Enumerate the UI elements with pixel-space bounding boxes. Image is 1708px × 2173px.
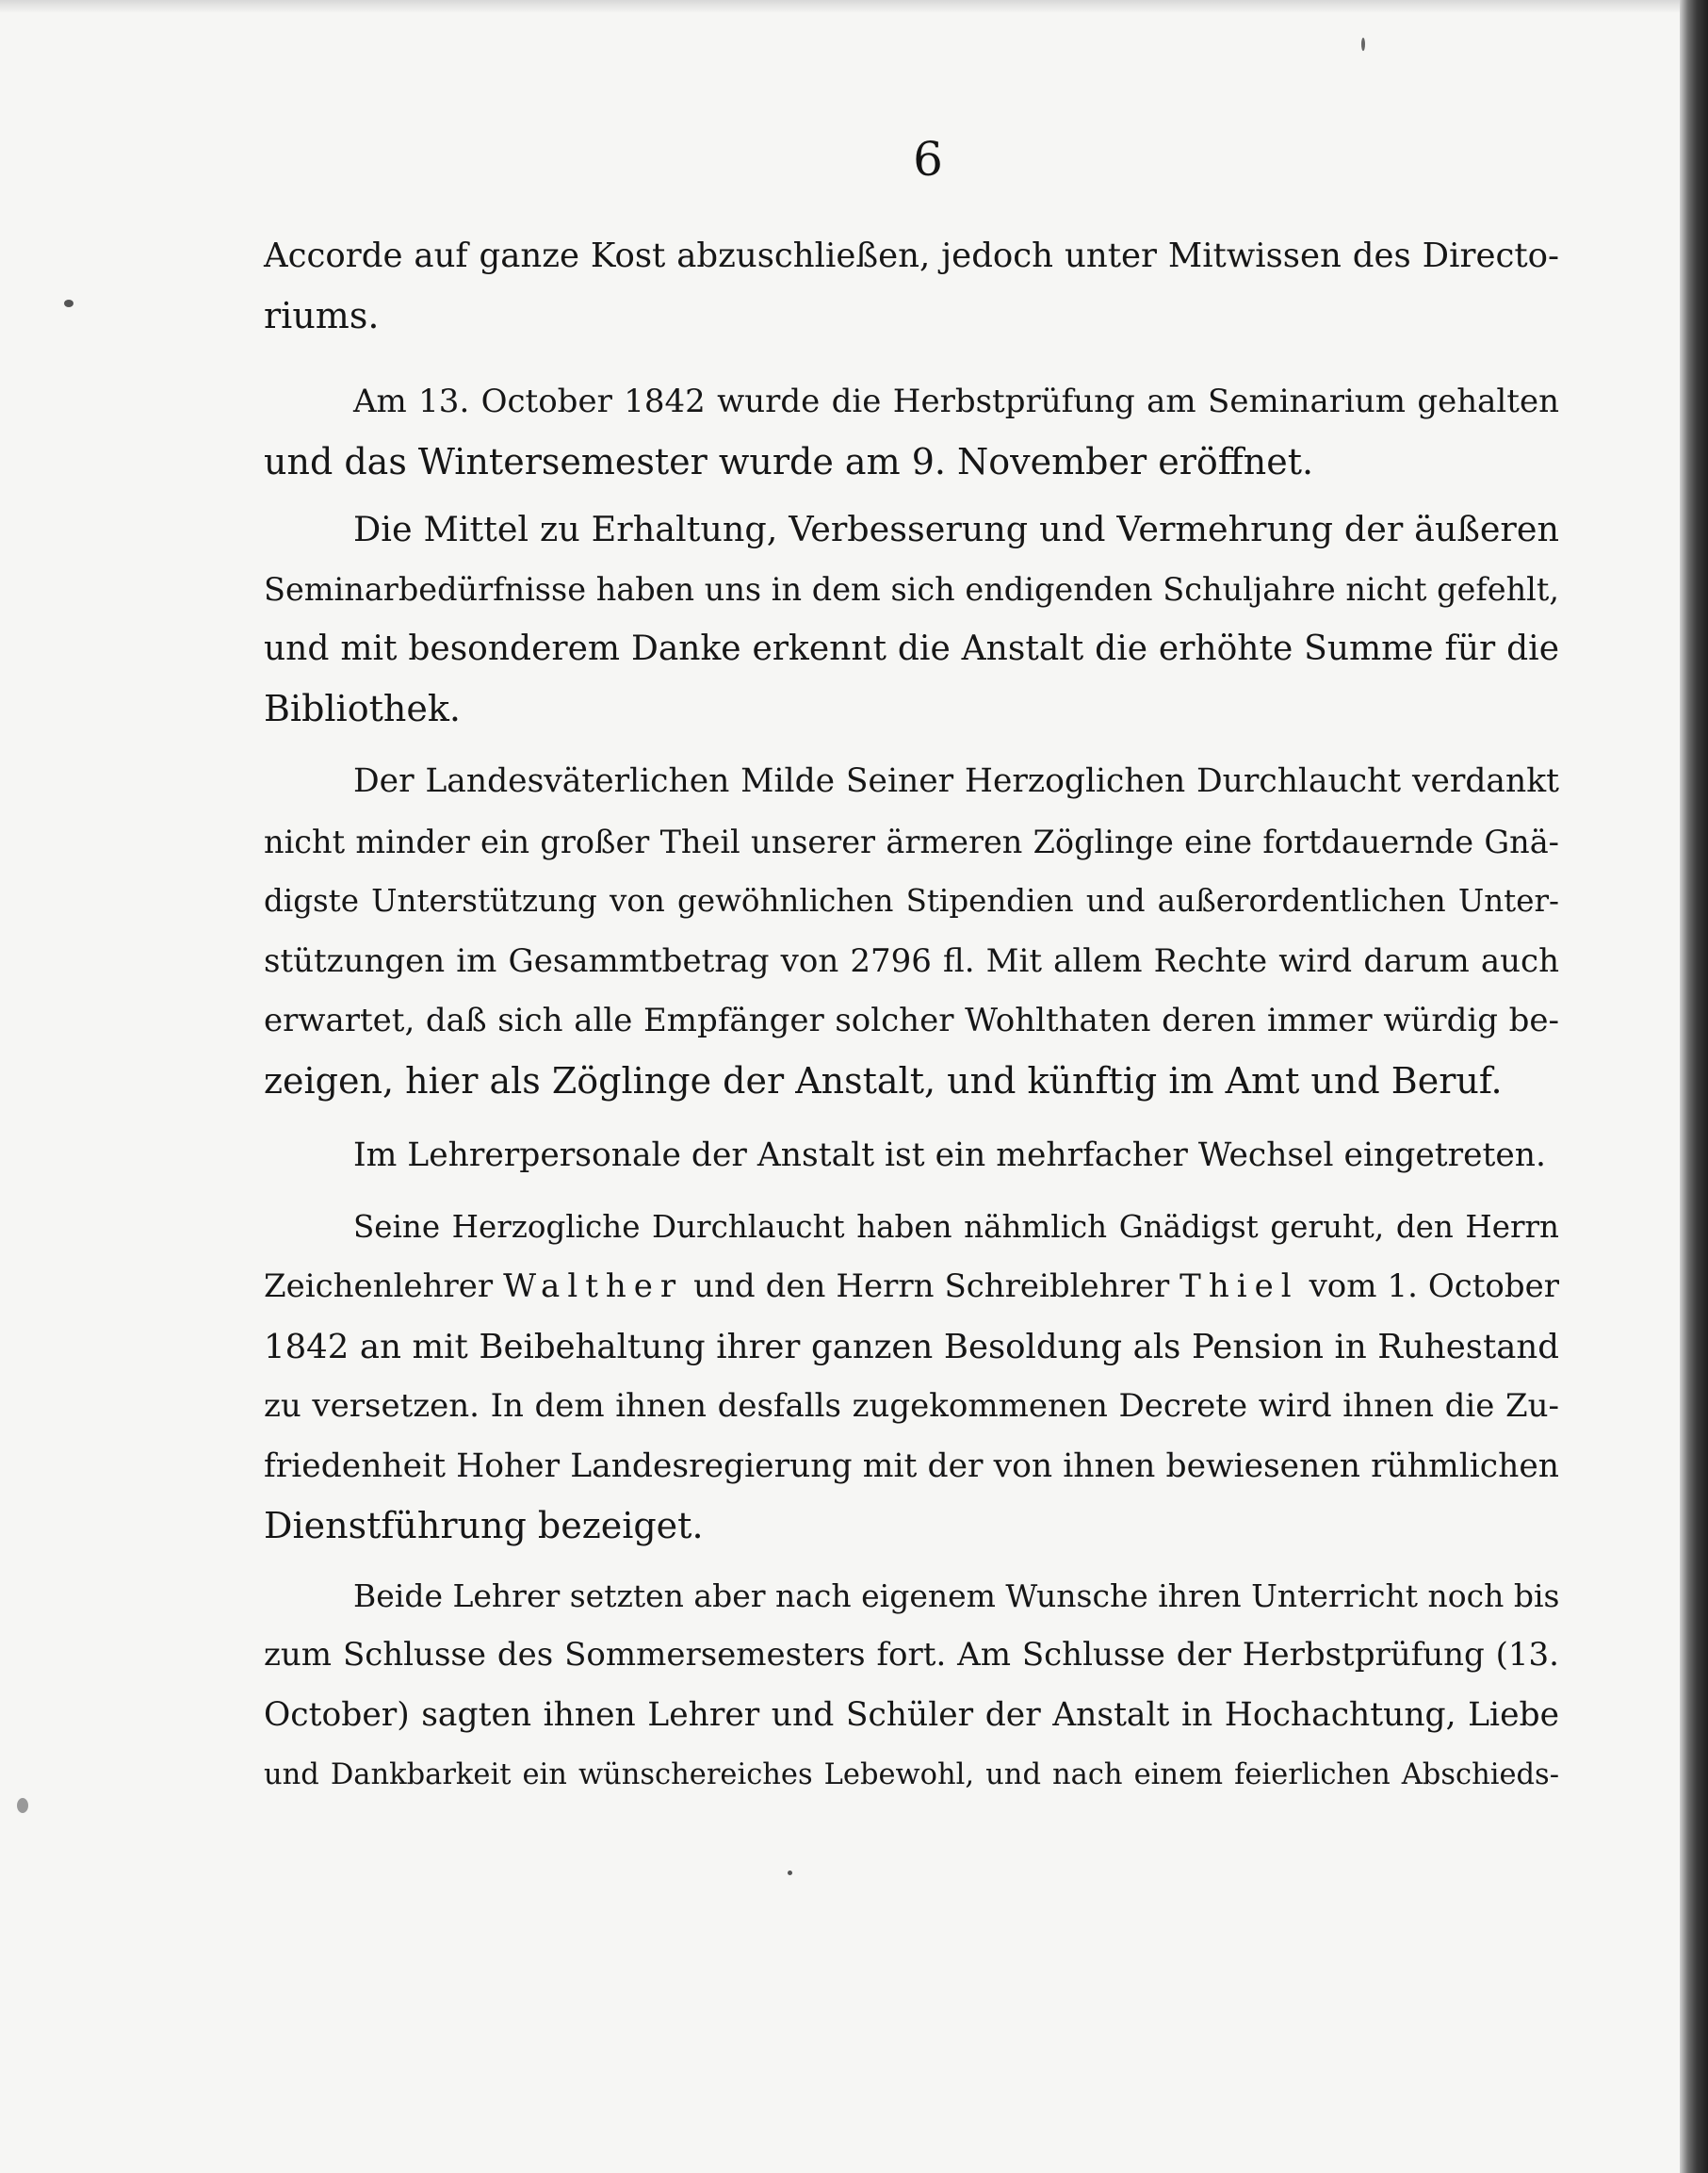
text-line: Die Mittel zu Erhaltung, Verbesserung und Vermehrung der äußeren (353, 509, 1559, 549)
text-fragment: und den Herrn Schreiblehrer (693, 1267, 1170, 1305)
text-line: zum Schlusse des Sommersemesters fort. Am Schlusse der Herbstprüfung (13. (264, 1636, 1559, 1674)
text-line: und Dankbarkeit ein wünschereiches Lebewohl, und nach einem feierlichen Abschieds- (264, 1758, 1559, 1791)
text-line: und mit besonderem Danke erkennt die Anstalt die erhöhte Summe für die (264, 629, 1559, 668)
text-line: zeigen, hier als Zöglinge der Anstalt, und künftig im Amt und Beruf. (264, 1059, 1503, 1102)
text-line: Seine Herzogliche Durchlaucht haben nähmlich Gnädigst geruht, den Herrn (353, 1208, 1559, 1245)
text-line: 1842 an mit Beibehaltung ihrer ganzen Besoldung als Pension in Ruhestand (264, 1327, 1559, 1366)
text-fragment: vom 1. October (1309, 1267, 1560, 1305)
body-text (264, 226, 1559, 1805)
text-line: October) sagten ihnen Lehrer und Schüler der Anstalt in Hochachtung, Liebe (264, 1695, 1559, 1734)
text-line: Accorde auf ganze Kost abzuschließen, jedoch unter Mitwissen des Directo- (264, 237, 1559, 275)
text-line: riums. (264, 294, 380, 336)
text-fragment: Zeichenlehrer (264, 1267, 494, 1305)
ink-speck (788, 1871, 792, 1875)
text-line: zu versetzen. In dem ihnen desfalls zugekommenen Decrete wird ihnen die Zu- (264, 1387, 1559, 1425)
ink-speck (64, 300, 73, 307)
name-walther: Walther (503, 1267, 684, 1305)
ink-speck (17, 1798, 28, 1813)
text-line: Beide Lehrer setzten aber nach eigenem Wunsche ihren Unterricht noch bis (353, 1577, 1560, 1614)
text-line: digste Unterstützung von gewöhnlichen Stipendien und außerordentlichen Unter- (264, 883, 1559, 919)
text-line: Seminarbedürfnisse haben uns in dem sich endigenden Schuljahre nicht gefehlt, (264, 570, 1559, 608)
text-line: Bibliothek. (264, 687, 461, 729)
text-line: stützungen im Gesammtbetrag von 2796 fl. Mit allem Rechte wird darum auch (264, 941, 1559, 980)
page-number: 6 (913, 132, 943, 187)
name-thiel: Thiel (1179, 1267, 1299, 1305)
text-line: Im Lehrerpersonale der Anstalt ist ein mehrfacher Wechsel eingetreten. (353, 1136, 1546, 1174)
text-line: nicht minder ein großer Theil unserer ärmeren Zöglinge eine fortdauernde Gnä- (264, 823, 1559, 860)
text-line: und das Wintersemester wurde am 9. November eröffnet. (264, 440, 1314, 482)
text-line: Am 13. October 1842 wurde die Herbstprüfung am Seminarium gehalten (353, 383, 1559, 420)
text-line: Dienstführung bezeiget. (264, 1505, 704, 1546)
ink-speck (1361, 38, 1365, 51)
text-line: erwartet, daß sich alle Empfänger solcher Wohlthaten deren immer würdig be- (264, 1002, 1559, 1039)
text-line-names (264, 1257, 1559, 1317)
page-right-edge (1680, 0, 1708, 2173)
page-top-shadow (0, 0, 1708, 13)
text-line: Der Landesväterlichen Milde Seiner Herzoglichen Durchlaucht verdankt (353, 762, 1559, 800)
text-line: friedenheit Hoher Landesregierung mit der von ihnen bewiesenen rühmlichen (264, 1446, 1559, 1485)
